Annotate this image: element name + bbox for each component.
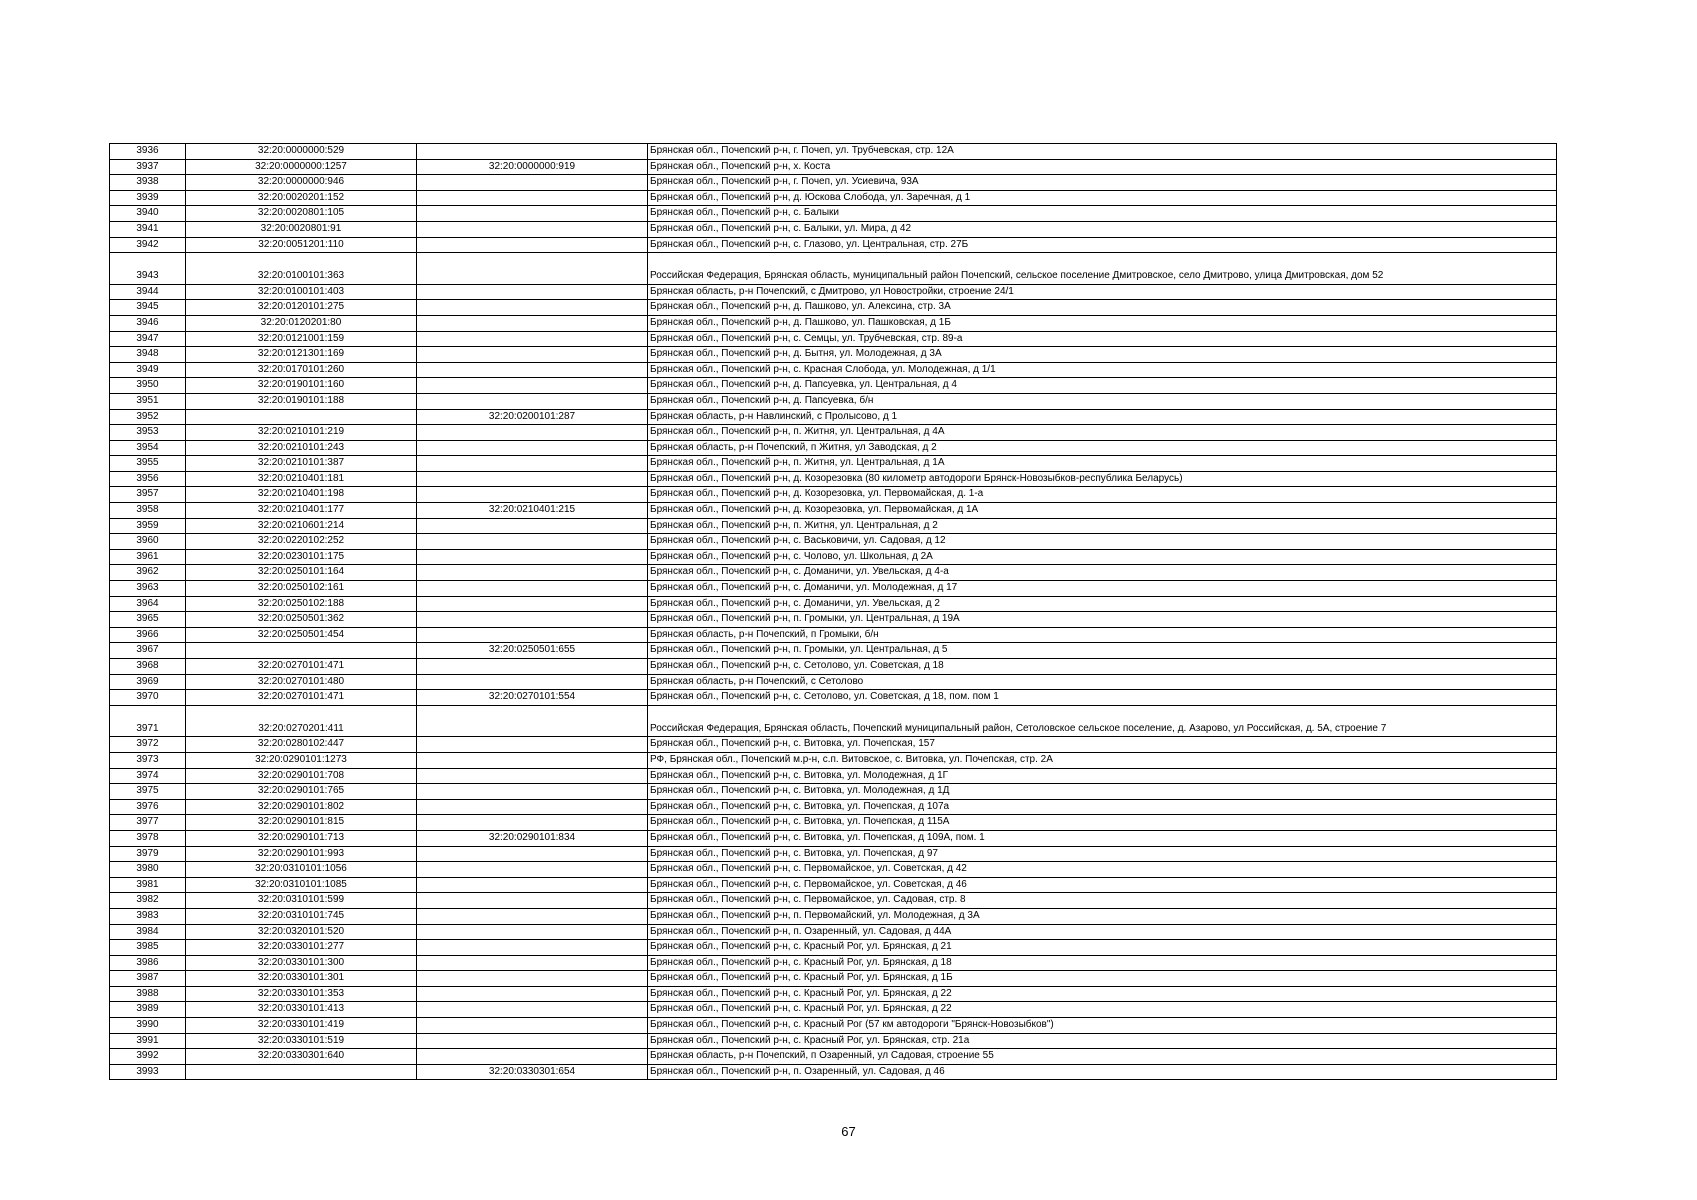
table-row: [110, 768, 1557, 784]
cadastral-number-cell: 32:20:0290101:765: [186, 784, 417, 800]
related-cadastral-number-cell: [417, 175, 648, 191]
row-number-cell: 3938: [110, 175, 186, 191]
table-row: [110, 971, 1557, 987]
table-row: [110, 315, 1557, 331]
address-cell: Брянская обл., Почепский р-н, п. Громыки, ул. Центральная, д 19А: [648, 612, 1557, 628]
table-row: [110, 1033, 1557, 1049]
table-row: [110, 378, 1557, 394]
related-cadastral-number-cell: [417, 799, 648, 815]
row-number-cell: 3974: [110, 768, 186, 784]
cadastral-number-cell: 32:20:0120101:275: [186, 300, 417, 316]
address-cell: Брянская обл., Почепский р-н, с. Витовка, ул. Молодежная, д 1Г: [648, 768, 1557, 784]
row-number-cell: 3986: [110, 955, 186, 971]
address-cell: Брянская обл., Почепский р-н, с. Семцы, ул. Трубчевская, стр. 89-а: [648, 331, 1557, 347]
address-cell: РФ, Брянская обл., Почепский м.р-н, с.п. Витовское, с. Витовка, ул. Почепская, стр. 2А: [648, 752, 1557, 768]
row-number-cell: 3973: [110, 752, 186, 768]
related-cadastral-number-cell: 32:20:0210401:215: [417, 503, 648, 519]
address-cell: Брянская обл., Почепский р-н, с. Витовка, ул. Почепская, д 109А, пом. 1: [648, 830, 1557, 846]
table-row: [110, 986, 1557, 1002]
row-number-cell: 3984: [110, 924, 186, 940]
related-cadastral-number-cell: [417, 144, 648, 160]
related-cadastral-number-cell: [417, 1049, 648, 1065]
address-cell: Брянская обл., Почепский р-н, п. Житня, ул. Центральная, д 1А: [648, 456, 1557, 472]
row-number-cell: 3971: [110, 705, 186, 737]
related-cadastral-number-cell: [417, 1033, 648, 1049]
table-row: [110, 940, 1557, 956]
table-row: [110, 393, 1557, 409]
row-number-cell: 3965: [110, 612, 186, 628]
table-row: [110, 877, 1557, 893]
cadastral-number-cell: 32:20:0190101:160: [186, 378, 417, 394]
address-cell: Брянская обл., Почепский р-н, с. Балыки, ул. Мира, д 42: [648, 221, 1557, 237]
table-row: [110, 300, 1557, 316]
row-number-cell: 3946: [110, 315, 186, 331]
cadastral-number-cell: 32:20:0190101:188: [186, 393, 417, 409]
related-cadastral-number-cell: [417, 1002, 648, 1018]
row-number-cell: 3959: [110, 518, 186, 534]
cadastral-number-cell: 32:20:0330101:301: [186, 971, 417, 987]
related-cadastral-number-cell: 32:20:0200101:287: [417, 409, 648, 425]
table-row: [110, 471, 1557, 487]
cadastral-number-cell: 32:20:0250102:188: [186, 596, 417, 612]
table-row: [110, 253, 1557, 285]
related-cadastral-number-cell: [417, 674, 648, 690]
table-row: [110, 690, 1557, 706]
cadastral-number-cell: 32:20:0000000:946: [186, 175, 417, 191]
cadastral-number-cell: 32:20:0310101:599: [186, 893, 417, 909]
related-cadastral-number-cell: 32:20:0330301:654: [417, 1064, 648, 1080]
address-cell: Брянская обл., Почепский р-н, д. Козорезовка (80 километр автодороги Брянск-Новозыбков-республика Беларусь): [648, 471, 1557, 487]
row-number-cell: 3952: [110, 409, 186, 425]
table-row: [110, 737, 1557, 753]
row-number-cell: 3970: [110, 690, 186, 706]
address-cell: Брянская обл., Почепский р-н, д. Юскова Слобода, ул. Заречная, д 1: [648, 190, 1557, 206]
page-number: 67: [841, 1124, 856, 1139]
related-cadastral-number-cell: [417, 752, 648, 768]
cadastral-number-cell: 32:20:0210401:177: [186, 503, 417, 519]
address-cell: Брянская обл., Почепский р-н, с. Витовка, ул. Почепская, 157: [648, 737, 1557, 753]
row-number-cell: 3969: [110, 674, 186, 690]
related-cadastral-number-cell: [417, 393, 648, 409]
cadastral-number-cell: 32:20:0250101:164: [186, 565, 417, 581]
address-cell: Брянская обл., Почепский р-н, с. Витовка, ул. Почепская, д 97: [648, 846, 1557, 862]
table-row: [110, 534, 1557, 550]
cadastral-number-cell: 32:20:0270201:411: [186, 705, 417, 737]
table-row: [110, 503, 1557, 519]
related-cadastral-number-cell: [417, 955, 648, 971]
row-number-cell: 3987: [110, 971, 186, 987]
cadastral-number-cell: 32:20:0210401:198: [186, 487, 417, 503]
related-cadastral-number-cell: [417, 784, 648, 800]
row-number-cell: 3982: [110, 893, 186, 909]
cadastral-number-cell: 32:20:0320101:520: [186, 924, 417, 940]
cadastral-number-cell: 32:20:0100101:363: [186, 253, 417, 285]
address-cell: Брянская обл., Почепский р-н, с. Чолово, ул. Школьная, д 2А: [648, 549, 1557, 565]
row-number-cell: 3949: [110, 362, 186, 378]
address-cell: Брянская обл., Почепский р-н, п. Озаренный, ул. Садовая, д 44А: [648, 924, 1557, 940]
table-row: [110, 237, 1557, 253]
table-row: [110, 347, 1557, 363]
address-cell: Брянская обл., Почепский р-н, с. Красный Рог, ул. Брянская, д 18: [648, 955, 1557, 971]
address-cell: Брянская обл., Почепский р-н, с. Доманичи, ул. Увельская, д 4-а: [648, 565, 1557, 581]
cadastral-number-cell: 32:20:0330101:413: [186, 1002, 417, 1018]
row-number-cell: 3972: [110, 737, 186, 753]
row-number-cell: 3955: [110, 456, 186, 472]
cadastral-number-cell: 32:20:0270101:471: [186, 659, 417, 675]
table-row: [110, 409, 1557, 425]
registry-table-body: [110, 144, 1557, 1080]
related-cadastral-number-cell: 32:20:0270101:554: [417, 690, 648, 706]
address-cell: Брянская область, р-н Почепский, п Озаренный, ул Садовая, строение 55: [648, 1049, 1557, 1065]
cadastral-number-cell: 32:20:0210101:387: [186, 456, 417, 472]
row-number-cell: 3966: [110, 627, 186, 643]
related-cadastral-number-cell: [417, 362, 648, 378]
related-cadastral-number-cell: [417, 331, 648, 347]
address-cell: Брянская область, р-н Навлинский, с Пролысово, д 1: [648, 409, 1557, 425]
address-cell: Брянская область, р-н Почепский, с Сетолово: [648, 674, 1557, 690]
cadastral-number-cell: 32:20:0330101:300: [186, 955, 417, 971]
row-number-cell: 3977: [110, 815, 186, 831]
cadastral-number-cell: 32:20:0230101:175: [186, 549, 417, 565]
row-number-cell: 3950: [110, 378, 186, 394]
table-row: [110, 518, 1557, 534]
row-number-cell: 3953: [110, 425, 186, 441]
cadastral-number-cell: [186, 1064, 417, 1080]
row-number-cell: 3962: [110, 565, 186, 581]
row-number-cell: 3936: [110, 144, 186, 160]
row-number-cell: 3991: [110, 1033, 186, 1049]
related-cadastral-number-cell: [417, 315, 648, 331]
address-cell: Брянская обл., Почепский р-н, п. Житня, ул. Центральная, д 4А: [648, 425, 1557, 441]
cadastral-number-cell: 32:20:0121001:159: [186, 331, 417, 347]
cadastral-number-cell: 32:20:0290101:708: [186, 768, 417, 784]
table-row: [110, 440, 1557, 456]
table-row: [110, 908, 1557, 924]
address-cell: Брянская обл., Почепский р-н, г. Почеп, ул. Усиевича, 93А: [648, 175, 1557, 191]
table-row: [110, 221, 1557, 237]
table-row: [110, 1049, 1557, 1065]
table-row: [110, 487, 1557, 503]
related-cadastral-number-cell: [417, 284, 648, 300]
cadastral-number-cell: 32:20:0000000:529: [186, 144, 417, 160]
related-cadastral-number-cell: [417, 518, 648, 534]
row-number-cell: 3947: [110, 331, 186, 347]
address-cell: Брянская обл., Почепский р-н, с. Красный Рог, ул. Брянская, д 22: [648, 986, 1557, 1002]
cadastral-number-cell: 32:20:0270101:471: [186, 690, 417, 706]
address-cell: Брянская обл., Почепский р-н, с. Первомайское, ул. Советская, д 42: [648, 862, 1557, 878]
table-row: [110, 752, 1557, 768]
table-row: [110, 659, 1557, 675]
related-cadastral-number-cell: [417, 471, 648, 487]
row-number-cell: 3948: [110, 347, 186, 363]
property-registry-table: [109, 143, 1557, 1080]
cadastral-number-cell: 32:20:0170101:260: [186, 362, 417, 378]
address-cell: Брянская область, р-н Почепский, п Громыки, б/н: [648, 627, 1557, 643]
related-cadastral-number-cell: [417, 924, 648, 940]
address-cell: Брянская обл., Почепский р-н, п. Житня, ул. Центральная, д 2: [648, 518, 1557, 534]
cadastral-number-cell: 32:20:0020801:91: [186, 221, 417, 237]
row-number-cell: 3940: [110, 206, 186, 222]
row-number-cell: 3957: [110, 487, 186, 503]
address-cell: Брянская обл., Почепский р-н, п. Первомайский, ул. Молодежная, д 3А: [648, 908, 1557, 924]
table-row: [110, 1002, 1557, 1018]
table-row: [110, 331, 1557, 347]
table-row: [110, 955, 1557, 971]
row-number-cell: 3990: [110, 1018, 186, 1034]
related-cadastral-number-cell: [417, 253, 648, 285]
related-cadastral-number-cell: [417, 908, 648, 924]
row-number-cell: 3983: [110, 908, 186, 924]
cadastral-number-cell: 32:20:0210601:214: [186, 518, 417, 534]
row-number-cell: 3975: [110, 784, 186, 800]
related-cadastral-number-cell: [417, 893, 648, 909]
cadastral-number-cell: 32:20:0250102:161: [186, 581, 417, 597]
table-row: [110, 893, 1557, 909]
table-row: [110, 206, 1557, 222]
row-number-cell: 3944: [110, 284, 186, 300]
table-row: [110, 190, 1557, 206]
row-number-cell: 3979: [110, 846, 186, 862]
related-cadastral-number-cell: 32:20:0250501:655: [417, 643, 648, 659]
cadastral-number-cell: 32:20:0290101:1273: [186, 752, 417, 768]
address-cell: Брянская обл., Почепский р-н, с. Сетолово, ул. Советская, д 18: [648, 659, 1557, 675]
cadastral-number-cell: 32:20:0290101:993: [186, 846, 417, 862]
address-cell: Брянская обл., Почепский р-н, п. Озаренный, ул. Садовая, д 46: [648, 1064, 1557, 1080]
cadastral-number-cell: 32:20:0290101:802: [186, 799, 417, 815]
row-number-cell: 3978: [110, 830, 186, 846]
related-cadastral-number-cell: [417, 425, 648, 441]
row-number-cell: 3964: [110, 596, 186, 612]
related-cadastral-number-cell: [417, 549, 648, 565]
related-cadastral-number-cell: [417, 846, 648, 862]
address-cell: Брянская обл., Почепский р-н, с. Сетолово, ул. Советская, д 18, пом. пом 1: [648, 690, 1557, 706]
table-row: [110, 784, 1557, 800]
address-cell: Брянская обл., Почепский р-н, с. Витовка, ул. Почепская, д 107а: [648, 799, 1557, 815]
cadastral-number-cell: 32:20:0120201:80: [186, 315, 417, 331]
table-row: [110, 144, 1557, 160]
related-cadastral-number-cell: [417, 862, 648, 878]
address-cell: Брянская обл., Почепский р-н, с. Первомайское, ул. Советская, д 46: [648, 877, 1557, 893]
cadastral-number-cell: 32:20:0280102:447: [186, 737, 417, 753]
table-row: [110, 674, 1557, 690]
address-cell: Брянская обл., Почепский р-н, с. Витовка, ул. Почепская, д 115А: [648, 815, 1557, 831]
row-number-cell: 3937: [110, 159, 186, 175]
cadastral-number-cell: 32:20:0220102:252: [186, 534, 417, 550]
cadastral-number-cell: 32:20:0210401:181: [186, 471, 417, 487]
cadastral-number-cell: 32:20:0310101:1085: [186, 877, 417, 893]
related-cadastral-number-cell: [417, 659, 648, 675]
row-number-cell: 3989: [110, 1002, 186, 1018]
table-row: [110, 815, 1557, 831]
table-row: [110, 627, 1557, 643]
table-row: [110, 924, 1557, 940]
cadastral-number-cell: 32:20:0310101:745: [186, 908, 417, 924]
related-cadastral-number-cell: [417, 877, 648, 893]
related-cadastral-number-cell: [417, 596, 648, 612]
address-cell: Брянская обл., Почепский р-н, с. Красный Рог, ул. Брянская, д 22: [648, 1002, 1557, 1018]
address-cell: Брянская область, р-н Почепский, п Житня, ул Заводская, д 2: [648, 440, 1557, 456]
address-cell: Российская Федерация, Брянская область, Почепский муниципальный район, Сетоловское сельское поселение, д. Азарово, ул Российская, д. 5А, строение 7: [648, 705, 1557, 737]
address-cell: Брянская обл., Почепский р-н, д. Папсуевка, б/н: [648, 393, 1557, 409]
cadastral-number-cell: 32:20:0121301:169: [186, 347, 417, 363]
cadastral-number-cell: 32:20:0330101:353: [186, 986, 417, 1002]
cadastral-number-cell: 32:20:0100101:403: [186, 284, 417, 300]
cadastral-number-cell: 32:20:0210101:219: [186, 425, 417, 441]
related-cadastral-number-cell: [417, 440, 648, 456]
related-cadastral-number-cell: [417, 940, 648, 956]
address-cell: Брянская обл., Почепский р-н, с. Первомайское, ул. Садовая, стр. 8: [648, 893, 1557, 909]
address-cell: Брянская обл., Почепский р-н, д. Козорезовка, ул. Первомайская, д. 1-а: [648, 487, 1557, 503]
cadastral-number-cell: 32:20:0330101:519: [186, 1033, 417, 1049]
row-number-cell: 3976: [110, 799, 186, 815]
related-cadastral-number-cell: [417, 971, 648, 987]
address-cell: Брянская обл., Почепский р-н, х. Коста: [648, 159, 1557, 175]
related-cadastral-number-cell: [417, 565, 648, 581]
related-cadastral-number-cell: 32:20:0000000:919: [417, 159, 648, 175]
table-row: [110, 643, 1557, 659]
table-row: [110, 284, 1557, 300]
table-row: [110, 175, 1557, 191]
address-cell: Российская Федерация, Брянская область, муниципальный район Почепский, сельское поселение Дмитровское, село Дмитрово, улица Дмитровская, дом 52: [648, 253, 1557, 285]
address-cell: Брянская обл., Почепский р-н, п. Громыки, ул. Центральная, д 5: [648, 643, 1557, 659]
table-row: [110, 581, 1557, 597]
cadastral-number-cell: 32:20:0020201:152: [186, 190, 417, 206]
related-cadastral-number-cell: 32:20:0290101:834: [417, 830, 648, 846]
row-number-cell: 3956: [110, 471, 186, 487]
cadastral-number-cell: [186, 643, 417, 659]
related-cadastral-number-cell: [417, 347, 648, 363]
table-row: [110, 830, 1557, 846]
table-row: [110, 862, 1557, 878]
address-cell: Брянская обл., Почепский р-н, с. Красный Рог, ул. Брянская, д 21: [648, 940, 1557, 956]
cadastral-number-cell: 32:20:0290101:713: [186, 830, 417, 846]
cadastral-number-cell: 32:20:0290101:815: [186, 815, 417, 831]
cadastral-number-cell: 32:20:0020801:105: [186, 206, 417, 222]
table-row: [110, 425, 1557, 441]
related-cadastral-number-cell: [417, 456, 648, 472]
cadastral-number-cell: 32:20:0051201:110: [186, 237, 417, 253]
related-cadastral-number-cell: [417, 737, 648, 753]
cadastral-number-cell: 32:20:0330101:419: [186, 1018, 417, 1034]
row-number-cell: 3961: [110, 549, 186, 565]
related-cadastral-number-cell: [417, 612, 648, 628]
address-cell: Брянская обл., Почепский р-н, с. Красный Рог (57 км автодороги "Брянск-Новозыбков"): [648, 1018, 1557, 1034]
related-cadastral-number-cell: [417, 986, 648, 1002]
table-row: [110, 799, 1557, 815]
related-cadastral-number-cell: [417, 581, 648, 597]
related-cadastral-number-cell: [417, 206, 648, 222]
address-cell: Брянская обл., Почепский р-н, с. Красный Рог, ул. Брянская, стр. 21а: [648, 1033, 1557, 1049]
address-cell: Брянская обл., Почепский р-н, с. Доманичи, ул. Молодежная, д 17: [648, 581, 1557, 597]
row-number-cell: 3980: [110, 862, 186, 878]
cadastral-number-cell: 32:20:0270101:480: [186, 674, 417, 690]
row-number-cell: 3941: [110, 221, 186, 237]
row-number-cell: 3958: [110, 503, 186, 519]
table-row: [110, 159, 1557, 175]
address-cell: Брянская обл., Почепский р-н, с. Красный Рог, ул. Брянская, д 1Б: [648, 971, 1557, 987]
address-cell: Брянская обл., Почепский р-н, с. Балыки: [648, 206, 1557, 222]
cadastral-number-cell: [186, 409, 417, 425]
related-cadastral-number-cell: [417, 237, 648, 253]
address-cell: Брянская обл., Почепский р-н, д. Бытня, ул. Молодежная, д 3А: [648, 347, 1557, 363]
cadastral-number-cell: 32:20:0310101:1056: [186, 862, 417, 878]
row-number-cell: 3988: [110, 986, 186, 1002]
row-number-cell: 3963: [110, 581, 186, 597]
related-cadastral-number-cell: [417, 815, 648, 831]
table-row: [110, 456, 1557, 472]
related-cadastral-number-cell: [417, 534, 648, 550]
cadastral-number-cell: 32:20:0330101:277: [186, 940, 417, 956]
row-number-cell: 3951: [110, 393, 186, 409]
row-number-cell: 3993: [110, 1064, 186, 1080]
row-number-cell: 3981: [110, 877, 186, 893]
related-cadastral-number-cell: [417, 627, 648, 643]
row-number-cell: 3960: [110, 534, 186, 550]
row-number-cell: 3945: [110, 300, 186, 316]
table-row: [110, 549, 1557, 565]
table-row: [110, 596, 1557, 612]
row-number-cell: 3968: [110, 659, 186, 675]
address-cell: Брянская обл., Почепский р-н, с. Красная Слобода, ул. Молодежная, д 1/1: [648, 362, 1557, 378]
address-cell: Брянская обл., Почепский р-н, с. Витовка, ул. Молодежная, д 1Д: [648, 784, 1557, 800]
row-number-cell: 3943: [110, 253, 186, 285]
address-cell: Брянская обл., Почепский р-н, с. Глазово, ул. Центральная, стр. 27Б: [648, 237, 1557, 253]
row-number-cell: 3942: [110, 237, 186, 253]
table-row: [110, 705, 1557, 737]
table-row: [110, 846, 1557, 862]
table-row: [110, 362, 1557, 378]
row-number-cell: 3954: [110, 440, 186, 456]
related-cadastral-number-cell: [417, 190, 648, 206]
related-cadastral-number-cell: [417, 300, 648, 316]
address-cell: Брянская обл., Почепский р-н, д. Пашково, ул. Алексина, стр. 3А: [648, 300, 1557, 316]
related-cadastral-number-cell: [417, 487, 648, 503]
address-cell: Брянская обл., Почепский р-н, с. Васьковичи, ул. Садовая, д 12: [648, 534, 1557, 550]
related-cadastral-number-cell: [417, 378, 648, 394]
related-cadastral-number-cell: [417, 768, 648, 784]
row-number-cell: 3939: [110, 190, 186, 206]
address-cell: Брянская обл., Почепский р-н, д. Козорезовка, ул. Первомайская, д 1А: [648, 503, 1557, 519]
table-row: [110, 1018, 1557, 1034]
related-cadastral-number-cell: [417, 705, 648, 737]
cadastral-number-cell: 32:20:0330301:640: [186, 1049, 417, 1065]
related-cadastral-number-cell: [417, 221, 648, 237]
address-cell: Брянская обл., Почепский р-н, д. Пашково, ул. Пашковская, д 1Б: [648, 315, 1557, 331]
related-cadastral-number-cell: [417, 1018, 648, 1034]
row-number-cell: 3985: [110, 940, 186, 956]
address-cell: Брянская обл., Почепский р-н, д. Папсуевка, ул. Центральная, д 4: [648, 378, 1557, 394]
cadastral-number-cell: 32:20:0210101:243: [186, 440, 417, 456]
row-number-cell: 3992: [110, 1049, 186, 1065]
table-row: [110, 565, 1557, 581]
address-cell: Брянская область, р-н Почепский, с Дмитрово, ул Новостройки, строение 24/1: [648, 284, 1557, 300]
table-row: [110, 1064, 1557, 1080]
cadastral-number-cell: 32:20:0250501:362: [186, 612, 417, 628]
table-row: [110, 612, 1557, 628]
row-number-cell: 3967: [110, 643, 186, 659]
address-cell: Брянская обл., Почепский р-н, с. Доманичи, ул. Увельская, д 2: [648, 596, 1557, 612]
cadastral-number-cell: 32:20:0250501:454: [186, 627, 417, 643]
cadastral-number-cell: 32:20:0000000:1257: [186, 159, 417, 175]
address-cell: Брянская обл., Почепский р-н, г. Почеп, ул. Трубчевская, стр. 12А: [648, 144, 1557, 160]
